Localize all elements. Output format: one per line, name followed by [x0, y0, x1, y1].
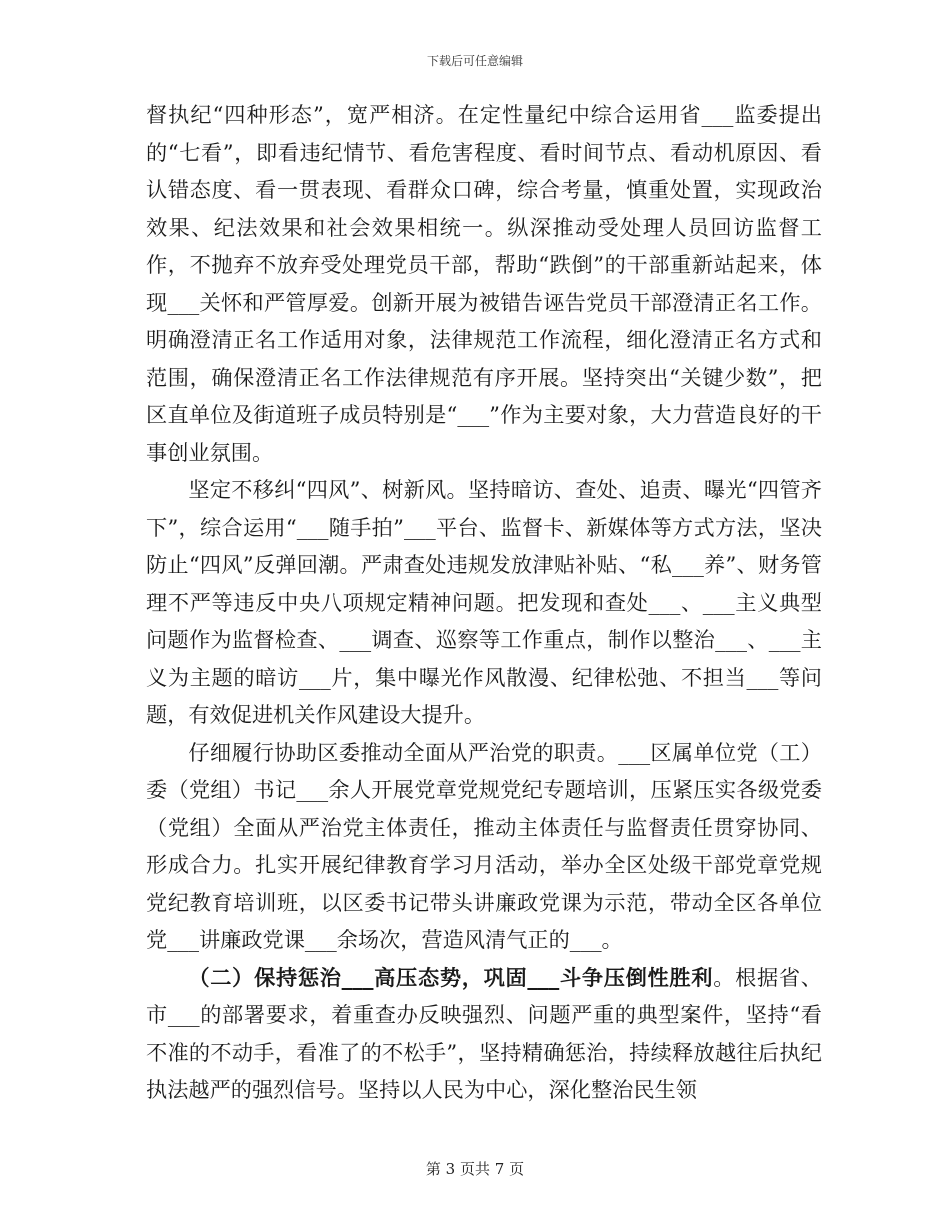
page-number: 第 3 页共 7 页	[425, 1160, 525, 1178]
paragraph-party-responsibility: 仔细履行协助区委推动全面从严治党的职责。___区属单位党（工）委（党组）书记___余人开展党章党规党纪专题培训，压紧压实各级党委（党组）全面从严治党主体责任，推动主体责任与监督责任贯穿协同、形成合力。扎实开展纪律教育学习月活动，举办全区处级干部党章党规党纪教育培训班，以区委书记带头讲廉政党课为示范，带动全区各单位党___讲廉政党课___余场次，营造风清气正的___。	[146, 739, 822, 952]
document-body	[146, 96, 822, 1109]
section-heading: （二）保持惩治___高压态势，巩固___斗争压倒性胜利	[188, 964, 714, 990]
page-header: 下载后可任意编辑	[426, 54, 523, 68]
paragraph-four-winds: 坚定不移纠“四风”、树新风。坚持暗访、查处、追责、曝光“四管齐下”，综合运用“___随手拍”___平台、监督卡、新媒体等方式方法，坚决防止“四风”反弹回潮。严肃查处违规发放津贴补贴、“私___养”、财务管理不严等违反中央八项规定精神问题。把发现和查处___、___主义典型问题作为监督检查、___调查、巡察等工作重点，制作以整治___、___主义为主题的暗访___片，集中曝光作风散漫、纪律松弛、不担当___等问题，有效促进机关作风建设大提升。	[146, 477, 822, 727]
paragraph-section-two	[146, 959, 822, 1109]
paragraph-continued: 督执纪“四种形态”，宽严相济。在定性量纪中综合运用省___监委提出的“七看”，即看违纪情节、看危害程度、看时间节点、看动机原因、看认错态度、看一贯表现、看群众口碑，综合考量，慎重处置，实现政治效果、纪法效果和社会效果相统一。纵深推动受处理人员回访监督工作，不抛弃不放弃受处理党员干部，帮助“跌倒”的干部重新站起来，体现___关怀和严管厚爱。创新开展为被错告诬告党员干部澄清正名工作。明确澄清正名工作适用对象，法律规范工作流程，细化澄清正名方式和范围，确保澄清正名工作法律规范有序开展。坚持突出“关键少数”，把区直单位及街道班子成员特别是“___”作为主要对象，大力营造良好的干事创业氛围。	[146, 102, 822, 465]
section-body: 。根据省、市___的部署要求，着重查办反映强烈、问题严重的典型案件，坚持“看不准的不动手，看准了的不松手”，坚持精确惩治，持续释放越往后执纪执法越严的强烈信号。坚持以人民为中心，深化整治民生领	[146, 964, 822, 1102]
